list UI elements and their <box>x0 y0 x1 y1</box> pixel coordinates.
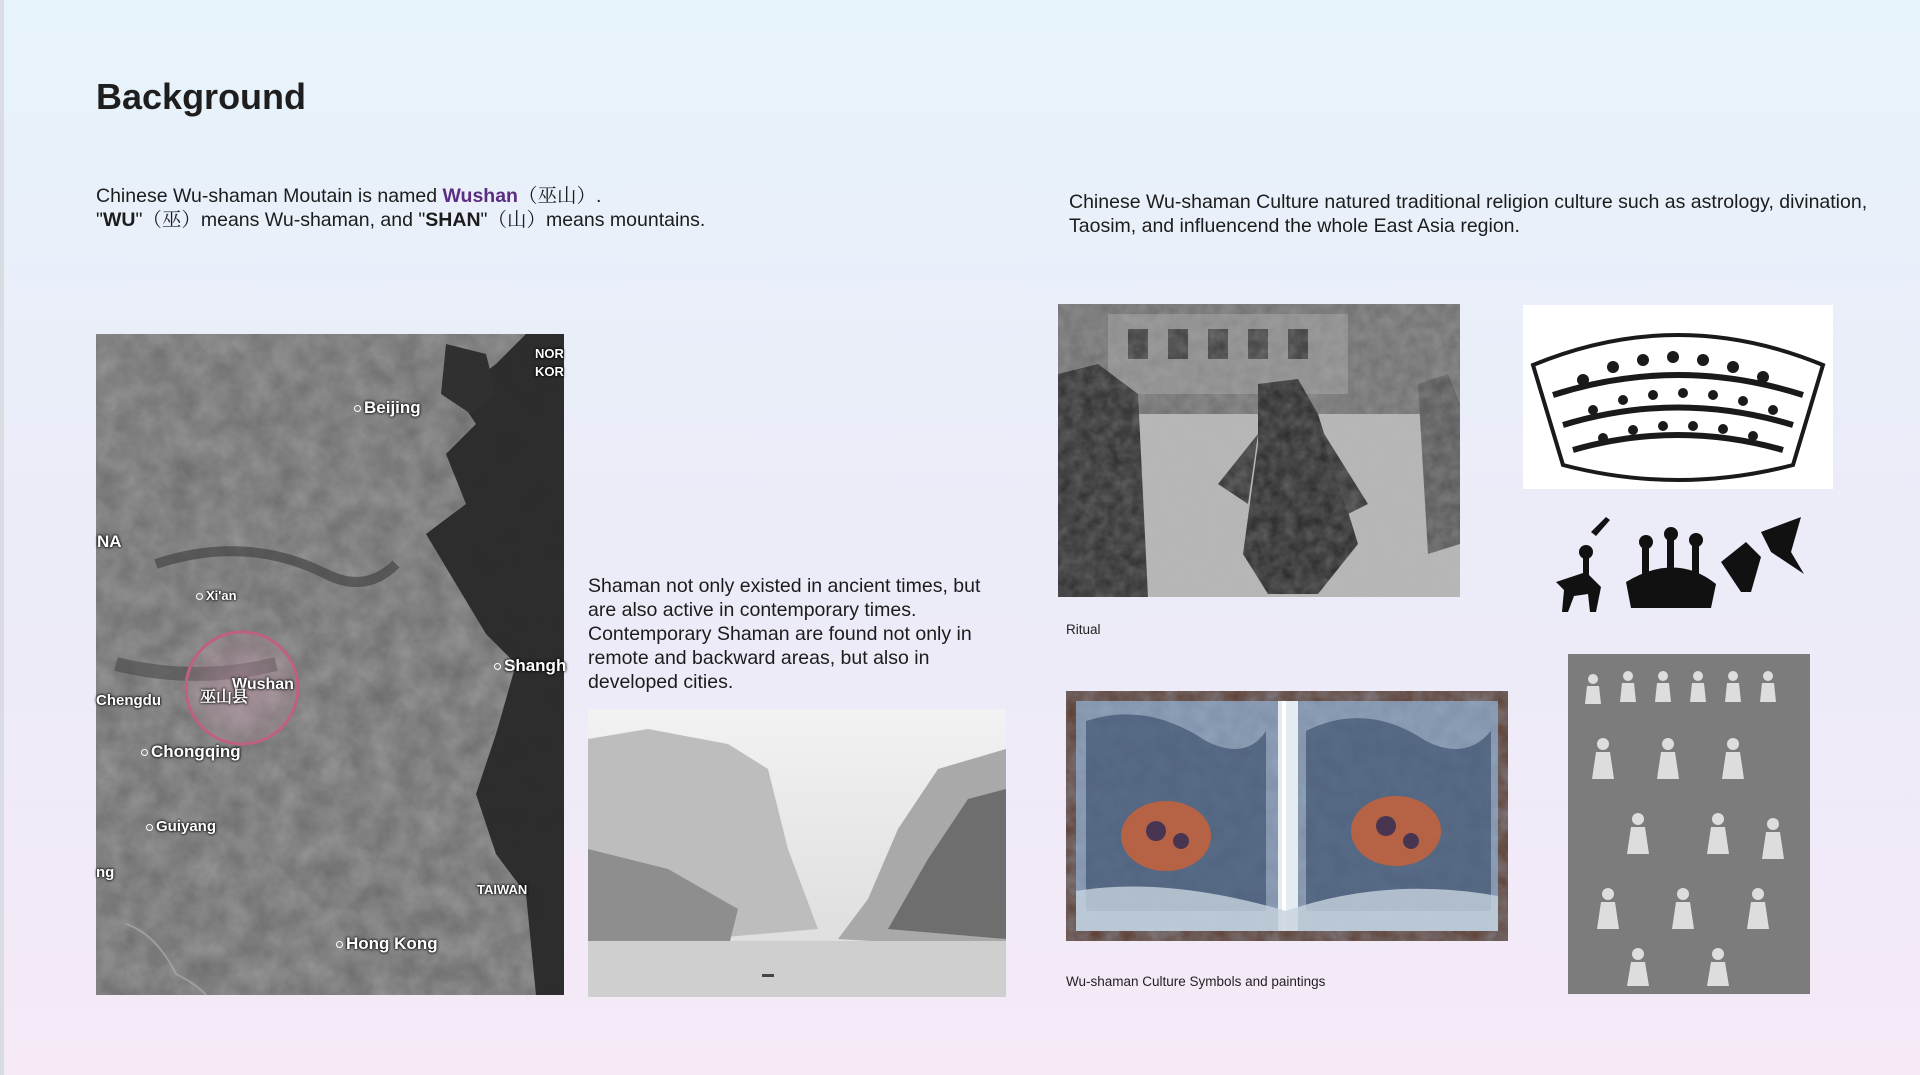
bronze-pattern-image <box>1523 305 1833 489</box>
ritual-photo <box>1058 304 1460 597</box>
map-label-nor: NOR <box>535 346 564 361</box>
intro-left-line2 <box>96 208 996 232</box>
intro-left-line1-prefix: Chinese Wu-shaman Moutain is named <box>96 185 443 207</box>
shaman-contemporary-text: Shaman not only existed in ancient times, but are also active in contemporary times. Contemporary Shaman are found not only in remote and backward areas, but also in developed cities. <box>588 575 981 693</box>
map-label-shanghai: Shangh <box>494 656 566 676</box>
quote: " <box>96 209 103 231</box>
map-label-taiwan: TAIWAN <box>477 882 528 897</box>
map-label-beijing: Beijing <box>354 398 421 418</box>
page-edge <box>0 0 4 1075</box>
rock-art-figures-image <box>1546 512 1808 618</box>
ritual-caption: Ritual <box>1066 622 1101 637</box>
map-label-na: NA <box>97 532 122 551</box>
misty-gorge-image <box>588 709 1006 997</box>
map-label-guiyang: Guiyang <box>146 818 216 835</box>
map-label-xian: Xi'an <box>196 588 237 603</box>
symbols-paintings-caption: Wu-shaman Culture Symbols and paintings <box>1066 974 1326 989</box>
page-title: Background <box>96 76 307 117</box>
wu-term: WU <box>102 209 136 231</box>
mural-painting-image <box>1066 691 1508 941</box>
map-label-chongqing: Chongqing <box>141 742 241 762</box>
map-label-wushan: Wushan <box>232 676 294 693</box>
intro-left-text <box>96 184 996 232</box>
map-label-ng: ng <box>96 864 115 881</box>
shan-term: SHAN <box>425 209 481 231</box>
intro-left-line1-suffix: （巫山）. <box>517 185 602 207</box>
map-label-hongkong: Hong Kong <box>336 934 438 954</box>
dancing-figures-rubbing-image <box>1568 654 1810 994</box>
intro-left-line1 <box>96 184 996 208</box>
intro-left-line2-part2: "（山）means mountains. <box>480 209 706 231</box>
intro-right-text: Chinese Wu-shaman Culture natured traditional religion culture such as astrology, divination, Taosim, and influencend the whole East Asia region. <box>1069 191 1868 237</box>
map-label-wushan-cn: 巫山县 <box>200 689 249 706</box>
map-label-chengdu: Chengdu <box>96 692 161 709</box>
map-label-kor: KOR <box>535 364 564 379</box>
wushan-highlight: Wushan <box>442 185 518 207</box>
intro-left-line2-part1: "（巫）means Wu-shaman, and " <box>135 209 426 231</box>
